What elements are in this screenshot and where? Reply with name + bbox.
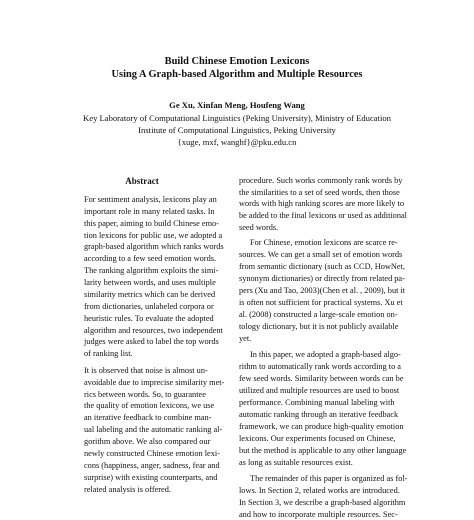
abstract-line: from dictionaries, unlabeled corpora or <box>84 302 214 311</box>
abstract-line: the quality of emotion lexicons, we use <box>84 401 215 410</box>
abstract-line: surprise) with existing counterparts, and <box>84 473 218 482</box>
body-line: is often not sufficient for practical systems. Xu et <box>239 298 403 307</box>
body-line: utilized and multiple resources are used to boost <box>239 386 400 395</box>
affiliation-line-2: Institute of Computational Linguistics, Peking University <box>138 125 336 135</box>
author-emails: {xuge, mxf, wanghf}@pku.edu.cn <box>177 137 297 147</box>
body-line: rithm to automatically rank words according to a <box>239 362 401 371</box>
abstract-line: related analysis is offered. <box>84 485 171 494</box>
body-line: performance. Combining manual labeling with <box>239 398 395 407</box>
abstract-line: For sentiment analysis, lexicons play an <box>84 195 217 204</box>
paper-title-line-2: Using A Graph-based Algorithm and Multiple Resources <box>111 69 363 80</box>
abstract-line: important role in many related tasks. In <box>84 207 215 216</box>
body-line: words with high ranking scores are more likely to <box>239 199 404 208</box>
body-line: synonym dictionaries) or directly from related pa- <box>239 274 405 283</box>
body-line: and how to incorporate multiple resources. Sec- <box>239 510 398 519</box>
abstract-line: tion lexicons for public use, we adopted a <box>84 231 223 240</box>
abstract-line: larity between words, and uses multiple <box>84 278 216 287</box>
body-line: lows. In Section 2, related works are introduced. <box>239 486 400 495</box>
body-line: yet. <box>239 334 252 343</box>
body-line: For Chinese, emotion lexicons are scarce re- <box>250 238 398 247</box>
body-line: but the method is applicable to any other language <box>239 446 407 455</box>
body-line: automatic ranking through an iterative feedback <box>239 410 399 419</box>
body-line: framework, we can produce high-quality emotion <box>239 422 404 431</box>
abstract-line: gorithm above. We also compared our <box>84 437 211 446</box>
abstract-line: algorithm and resources, two independent <box>84 326 223 335</box>
body-line: few seed words. Similarity between words can be <box>239 374 404 383</box>
body-line: pers (Xu and Tao, 2003)(Chen et al. , 2009), but it <box>239 286 406 295</box>
abstract-line: graph-based algorithm which ranks words <box>84 242 224 251</box>
body-line: lexicons. Our experiments focused on Chinese, <box>239 434 396 443</box>
body-line: be added to the final lexicons or used as additional <box>239 211 407 220</box>
body-line: The remainder of this paper is organized as fol- <box>250 474 408 483</box>
abstract-line: avoidable due to imprecise similarity met- <box>84 378 225 387</box>
author-names: Ge Xu, Xinfan Meng, Houfeng Wang <box>169 100 305 110</box>
body-line: seed words. <box>239 223 279 232</box>
abstract-line: newly constructed Chinese emotion lexi- <box>84 449 220 458</box>
abstract-heading: Abstract <box>125 176 159 186</box>
body-line: In this paper, we adopted a graph-based algo- <box>250 350 401 359</box>
abstract-line: The ranking algorithm exploits the simi- <box>84 266 219 275</box>
abstract-line: cons (happiness, anger, sadness, fear and <box>84 461 220 470</box>
abstract-line: rics between words. So, to guarantee <box>84 390 206 399</box>
abstract-line: according to a few seed emotion words. <box>84 254 217 263</box>
abstract-line: of ranking list. <box>84 349 133 358</box>
body-line: from semantic dictionary (such as CCD, HowNet, <box>239 262 405 271</box>
body-line: tology dictionary, but it is not publicly available <box>239 322 399 331</box>
abstract-line: ual labeling and the automatic ranking al- <box>84 425 223 434</box>
abstract-line: similarity metrics which can be derived <box>84 290 216 299</box>
body-line: In Section 3, we describe a graph-based algorithm <box>239 498 406 507</box>
abstract-line: this paper, aiming to build Chinese emo- <box>84 219 219 228</box>
body-line: the similarities to a set of seed words, then those <box>239 188 400 197</box>
abstract-line: It is observed that noise is almost un- <box>84 366 208 375</box>
body-line: as long as suitable resources exist. <box>239 458 353 467</box>
body-line: procedure. Such works commonly rank words by <box>239 176 403 185</box>
affiliation-line-1: Key Laboratory of Computational Linguistics (Peking University), Ministry of Education <box>83 113 391 123</box>
abstract-line: an iterative feedback to combine man- <box>84 413 212 422</box>
abstract-line: judges were asked to label the top words <box>84 337 219 346</box>
body-line: al. (2008) constructed a large-scale emotion on- <box>239 310 398 319</box>
abstract-line: heuristic rules. To evaluate the adopted <box>84 314 214 323</box>
paper-title-line-1: Build Chinese Emotion Lexicons <box>164 56 310 67</box>
body-line: sources. We can get a small set of emotion words <box>239 250 403 259</box>
